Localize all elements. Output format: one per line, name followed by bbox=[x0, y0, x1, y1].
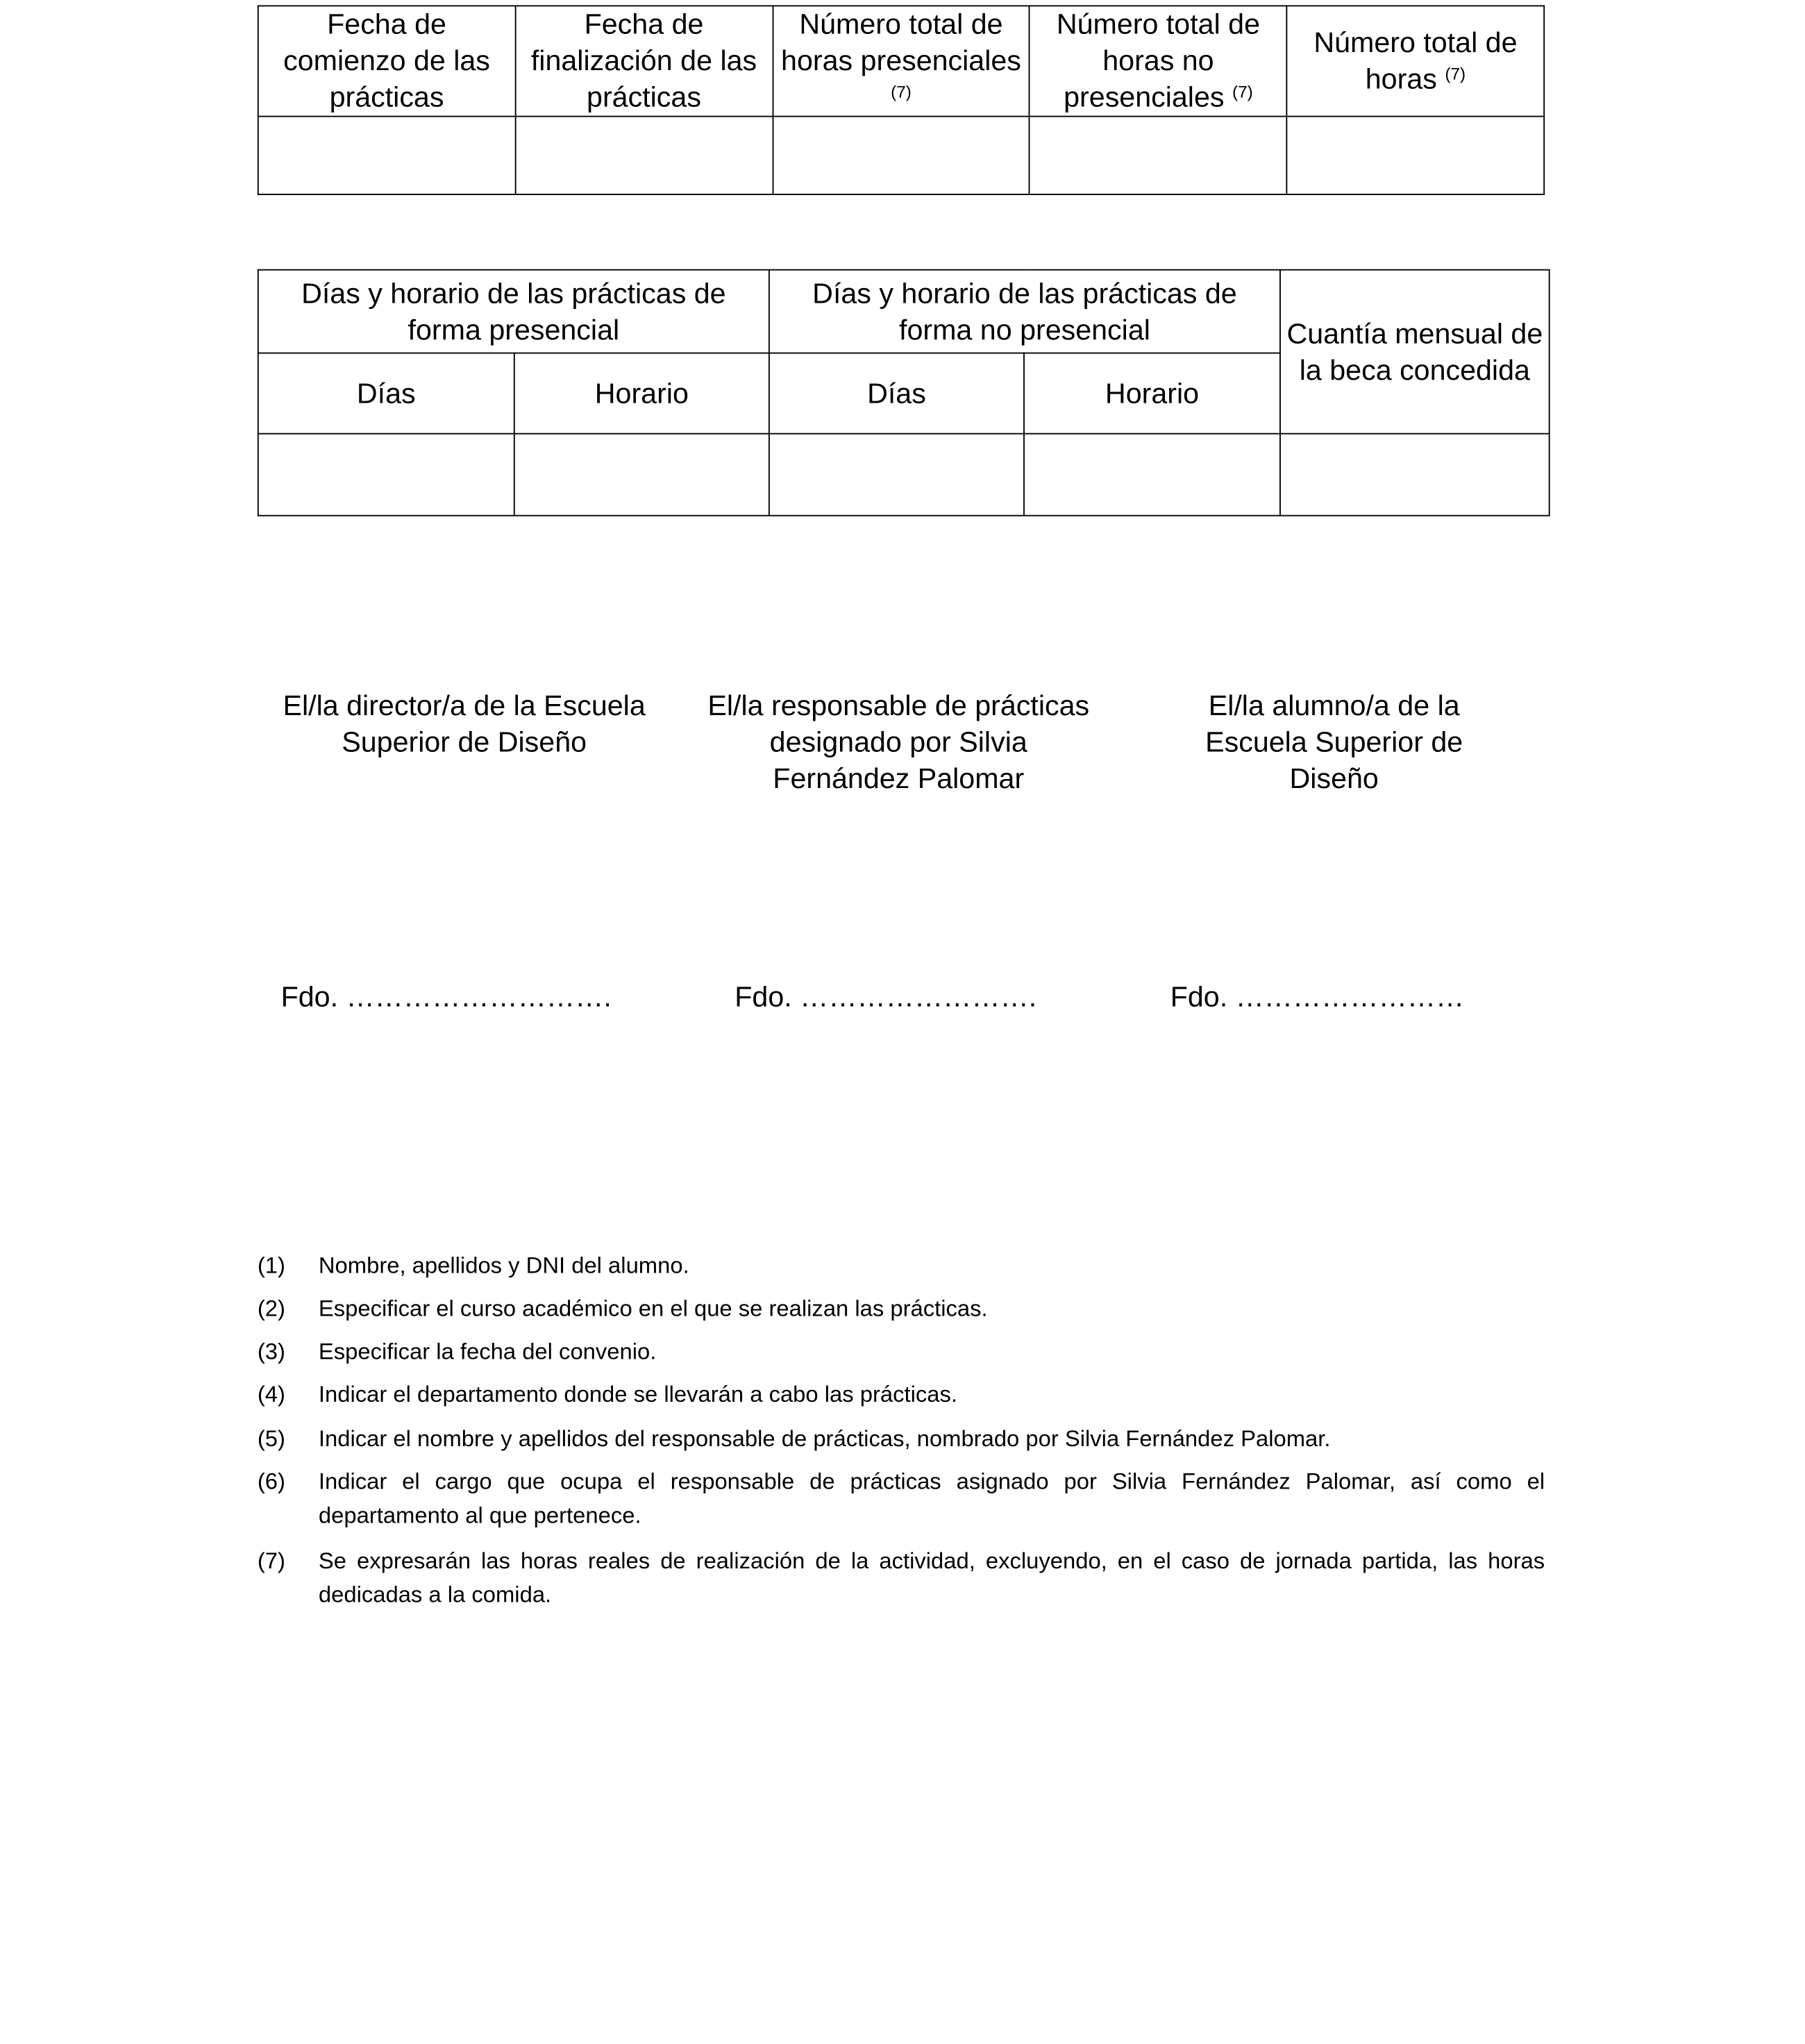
input-cell-horas-no-presenciales[interactable] bbox=[1030, 117, 1286, 194]
footnote-text: Especificar el curso académico en el que se realizan las prácticas. bbox=[318, 1295, 988, 1321]
footnote-text: Indicar el departamento donde se llevarán a cabo las prácticas. bbox=[318, 1381, 958, 1407]
footnote-text: Nombre, apellidos y DNI del alumno. bbox=[318, 1252, 689, 1279]
footnote-number: (2) bbox=[257, 1295, 285, 1321]
header-dias-no-presencial: Días bbox=[769, 353, 1024, 434]
signature-alumno-line[interactable]: Fdo. …………………… bbox=[1170, 980, 1465, 1014]
input-cell-fecha-finalizacion[interactable] bbox=[515, 117, 772, 194]
input-cell-horario-presencial[interactable] bbox=[514, 434, 769, 516]
input-cell-fecha-comienzo[interactable] bbox=[258, 117, 515, 194]
header-text: Número total de horas presenciales bbox=[781, 8, 1021, 77]
footnote-ref: (7) bbox=[891, 81, 912, 102]
footnote-number: (1) bbox=[257, 1252, 285, 1279]
footnote-number: (3) bbox=[257, 1338, 285, 1364]
header-no-presencial: Días y horario de las prácticas de forma no presencial bbox=[769, 270, 1280, 353]
footnote-number: (7) bbox=[257, 1547, 285, 1574]
footnote-text: Se expresarán las horas reales de realización de la actividad, excluyendo, en el caso de jornada partida, las horas dedicadas a la comida. bbox=[318, 1547, 1545, 1608]
header-horas-total bbox=[1287, 6, 1545, 116]
schedule-table bbox=[258, 269, 1550, 517]
header-horario-no-presencial: Horario bbox=[1024, 353, 1280, 434]
header-horario-presencial: Horario bbox=[514, 353, 769, 434]
footnote-item bbox=[258, 1421, 1545, 1455]
input-cell-cuantia[interactable] bbox=[1280, 434, 1550, 516]
signature-director-title: El/la director/a de la Escuela Superior de Diseño bbox=[283, 689, 646, 758]
header-fecha-finalizacion bbox=[515, 6, 772, 116]
header-presencial: Días y horario de las prácticas de forma presencial bbox=[258, 270, 769, 353]
input-cell-horas-presenciales[interactable] bbox=[773, 117, 1030, 194]
footnote-item bbox=[258, 1248, 1545, 1282]
header-horas-no-presenciales bbox=[1030, 6, 1286, 116]
footnote-text: Indicar el cargo que ocupa el responsable de prácticas asignado por Silvia Fernández Palomar, así como el departamento al que pertenece. bbox=[318, 1468, 1545, 1528]
footnote-number: (5) bbox=[257, 1425, 285, 1452]
header-text: Número total de horas no presenciales bbox=[1056, 8, 1261, 113]
footnote-item bbox=[258, 1334, 1545, 1368]
header-text: Fecha de finalización de las prácticas bbox=[530, 8, 757, 113]
practice-hours-table bbox=[258, 5, 1545, 194]
footnote-item bbox=[258, 1464, 1545, 1532]
footnote-number: (4) bbox=[257, 1381, 285, 1407]
footnote-text: Especificar la fecha del convenio. bbox=[318, 1338, 657, 1364]
input-cell-horas-total[interactable] bbox=[1287, 117, 1545, 194]
footnote-item bbox=[258, 1291, 1545, 1325]
signature-responsable-title: El/la responsable de prácticas designado por Silvia Fernández Palomar bbox=[707, 689, 1090, 795]
header-text: Número total de horas bbox=[1313, 26, 1518, 95]
footnote-item bbox=[258, 1543, 1545, 1611]
header-fecha-comienzo bbox=[258, 6, 515, 116]
input-cell-dias-presencial[interactable] bbox=[258, 434, 514, 516]
footnote-item bbox=[258, 1377, 1545, 1411]
footnote-text: Indicar el nombre y apellidos del responsable de prácticas, nombrado por Silvia Fernández Palomar. bbox=[318, 1425, 1331, 1452]
footnote-ref: (7) bbox=[1232, 81, 1253, 102]
header-horas-presenciales bbox=[773, 6, 1030, 116]
header-text: Fecha de comienzo de las prácticas bbox=[283, 8, 490, 113]
footnote-number: (6) bbox=[257, 1468, 285, 1495]
input-cell-horario-no-presencial[interactable] bbox=[1024, 434, 1280, 516]
signature-alumno-title: El/la alumno/a de la Escuela Superior de Diseño bbox=[1205, 689, 1463, 795]
footnote-ref: (7) bbox=[1445, 63, 1466, 83]
input-cell-dias-no-presencial[interactable] bbox=[769, 434, 1024, 516]
signature-responsable-line[interactable]: Fdo. ……………………. bbox=[734, 980, 1037, 1014]
signature-director-line[interactable]: Fdo. ………………………. bbox=[280, 980, 612, 1014]
header-dias-presencial: Días bbox=[258, 353, 514, 434]
header-cuantia: Cuantía mensual de la beca concedida bbox=[1280, 270, 1550, 434]
